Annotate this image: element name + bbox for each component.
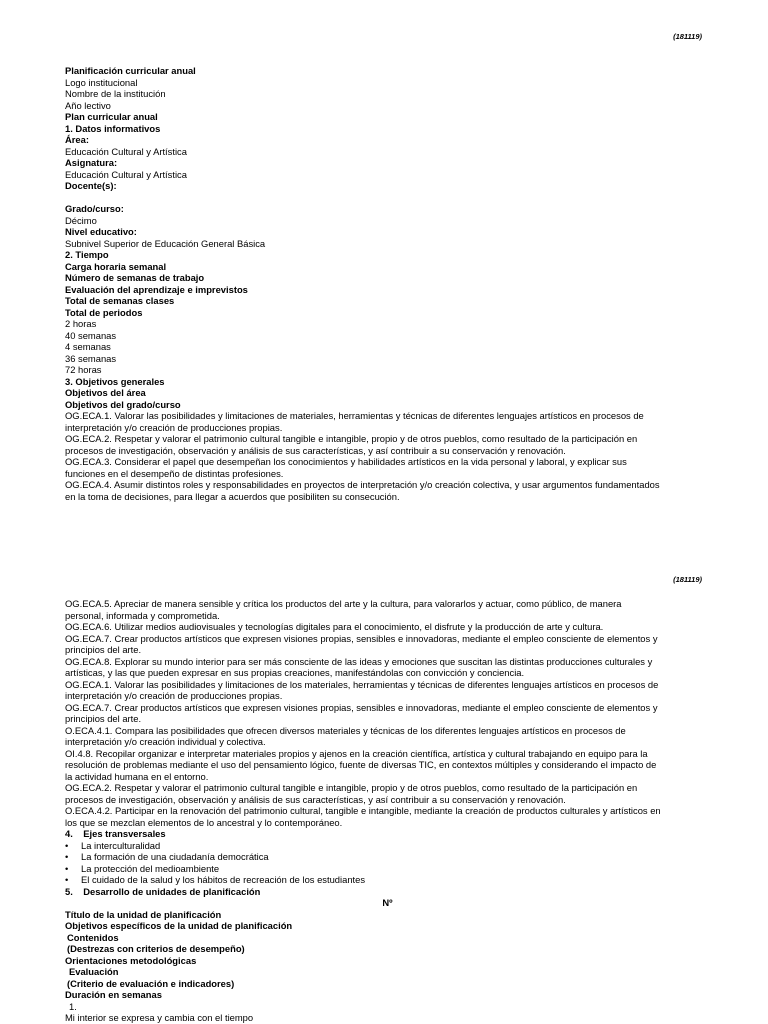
section-heading — [65, 886, 710, 898]
grade-objectives-label: Objetivos del grado/curso — [65, 398, 181, 410]
area-label: Área: — [65, 134, 89, 145]
time-value: 2 horas — [65, 318, 97, 329]
list-item: • El cuidado de la salud y los hábitos de recreación de los estudiantes — [65, 874, 710, 886]
total-weeks-label: Total de semanas clases — [65, 295, 175, 306]
objective-line: OG.ECA.2. Respetar y valorar el patrimonio cultural tangible e intangible, propio y de otros pueblos, como resultado de la participación en — [65, 782, 638, 793]
methodology-header: Orientaciones metodológicas — [65, 954, 197, 966]
objective-line: OG.ECA.1. Valorar las posibilidades y limitaciones de materiales, herramientas y técnicas de diferentes lenguajes artísticos en procesos de — [65, 410, 644, 421]
time-value: 40 semanas — [65, 329, 117, 341]
list-item: • La protección del medioambiente — [65, 863, 710, 875]
time-value: 72 horas — [65, 364, 102, 375]
list-item: • La interculturalidad — [65, 840, 710, 852]
objective-line: OG.ECA.2. Respetar y valorar el patrimonio cultural tangible e intangible, propio y de otros pueblos, como resultado de la participación en — [65, 433, 638, 444]
logo-placeholder: Logo institucional — [65, 76, 138, 88]
row-number: 1. — [69, 1000, 77, 1012]
objective-line: OG.ECA.6. Utilizar medios audiovisuales y tecnologías digitales para el conocimiento, el disfrute y la producción de arte y cultura. — [65, 621, 604, 632]
document-code: (181119) — [673, 32, 702, 41]
criteria-header: (Criterio de evaluación e indicadores) — [67, 977, 235, 989]
objective-line: principios del arte. — [65, 644, 142, 655]
section-heading — [65, 828, 710, 840]
subject-label: Asignatura: — [65, 157, 118, 168]
list-item: • La formación de una ciudadanía democrática — [65, 851, 710, 863]
section-title: Desarrollo de unidades de planificación — [83, 885, 261, 897]
contents-header: Contenidos — [67, 931, 119, 943]
teacher-label: Docente(s): — [65, 180, 117, 191]
blank-line — [65, 192, 710, 204]
page-1-body — [65, 65, 710, 502]
institution-name: Nombre de la institución — [65, 88, 166, 99]
objective-line: los que se mezclan elementos de lo ancestral y lo contemporáneo. — [65, 816, 343, 828]
section-heading: 1. Datos informativos — [65, 122, 161, 134]
objective-line: OI.4.8. Recopilar organizar e interpretar materiales propios y ajenos en la creación científica, artística y cultural trabajando en equipo para la — [65, 747, 648, 759]
duration-header: Duración en semanas — [65, 989, 162, 1000]
objective-line: O.ECA.4.2. Participar en la renovación del patrimonio cultural, tangible e intangible, mediante la creación de productos culturales y artísticos en — [65, 805, 661, 816]
document-page-2 — [0, 560, 768, 1024]
objective-line: OG.ECA.8. Explorar su mundo interior para ser más consciente de las ideas y emociones que suscitan las distintas producciones culturales y — [65, 655, 653, 667]
objective-line: OG.ECA.3. Considerar el papel que desempeñan los conocimientos y habilidades artísticos en la vida personal y laboral, y explicar sus — [65, 456, 627, 467]
section-heading: 2. Tiempo — [65, 249, 109, 260]
objective-line: artísticas, y las que pueden expresar en sus propias creaciones, manifestándolas con convicción y conciencia. — [65, 667, 525, 678]
grade-label: Grado/curso: — [65, 203, 124, 214]
unit-title-header: Título de la unidad de planificación — [65, 908, 222, 920]
evaluation-header: Evaluación — [69, 966, 119, 977]
objective-line: en la toma de decisiones, para llegar a acuerdos que posibiliten su consecución. — [65, 490, 400, 502]
area-objectives-label: Objetivos del área — [65, 387, 146, 398]
section-heading: 3. Objetivos generales — [65, 375, 165, 387]
level-value: Subnivel Superior de Educación General Básica — [65, 237, 266, 249]
objective-line: interpretación y/o creación de producciones propias. — [65, 690, 283, 701]
objective-line: interpretación y/o creación individual y colectiva. — [65, 736, 266, 747]
subject-value: Educación Cultural y Artística — [65, 168, 187, 180]
section-number: 4. — [65, 828, 73, 839]
work-weeks-label: Número de semanas de trabajo — [65, 272, 205, 283]
transversal-axes-list — [65, 840, 710, 886]
time-value: 36 semanas — [65, 352, 117, 364]
grade-value: Décimo — [65, 214, 97, 226]
objective-line: OG.ECA.4. Asumir distintos roles y responsabilidades en proyectos de interpretación y/o creación colectiva, y usar argumentos fundamentados — [65, 479, 660, 490]
skills-header: (Destrezas con criterios de desempeño) — [67, 943, 245, 954]
total-periods-label: Total de periodos — [65, 306, 143, 318]
level-label: Nivel educativo: — [65, 226, 137, 237]
unit-title: Mi interior se expresa y cambia con el tiempo — [65, 1012, 254, 1023]
objective-line: resolución de problemas mediante el uso del pensamiento lógico, fuente de diversas TIC, en contextos múltiples y considerando el impacto de — [65, 759, 657, 770]
evaluation-label: Evaluación del aprendizaje e imprevistos — [65, 283, 248, 295]
objective-line: procesos de investigación, observación y análisis de sus características, y así contribuir a su conservación y renovación. — [65, 444, 566, 456]
section-number: 5. — [65, 885, 73, 897]
section-title: Ejes transversales — [83, 828, 166, 839]
objective-line: OG.ECA.5. Apreciar de manera sensible y crítica los productos del arte y la cultura, para valorarlos y actuar, como público, de manera — [65, 598, 622, 609]
area-value: Educación Cultural y Artística — [65, 145, 187, 157]
objective-line: procesos de investigación, observación y análisis de sus características, y así contribuir a su conservación y renovación. — [65, 793, 566, 805]
weekly-hours-label: Carga horaria semanal — [65, 260, 167, 272]
page-2-body — [65, 598, 710, 1024]
objective-line: OG.ECA.7. Crear productos artísticos que expresen visiones propias, sensibles e innovadoras, mediante el empleo consciente de elementos y — [65, 632, 658, 644]
objective-line: interpretación y/o creación de producciones propias. — [65, 421, 283, 433]
objective-line: OG.ECA.7. Crear productos artísticos que expresen visiones propias, sensibles e innovadoras, mediante el empleo consciente de elementos y — [65, 701, 658, 713]
school-year: Año lectivo — [65, 99, 111, 111]
time-value: 4 semanas — [65, 341, 111, 352]
objective-line: O.ECA.4.1. Compara las posibilidades que ofrecen diversos materiales y técnicas de los diferentes lenguajes artísticos en procesos de — [65, 724, 626, 736]
objective-line: la actividad humana en el entorno. — [65, 770, 209, 782]
plan-title: Plan curricular anual — [65, 111, 158, 122]
document-title: Planificación curricular anual — [65, 65, 196, 76]
objective-line: personal, informada y comprometida. — [65, 609, 220, 621]
objective-line: OG.ECA.1. Valorar las posibilidades y limitaciones de los materiales, herramientas y técnicas de diferentes lenguajes artísticos en procesos de — [65, 678, 659, 690]
number-column-header: Nº — [382, 897, 393, 908]
objective-line: funciones en el desempeño de distintas profesiones. — [65, 467, 284, 479]
document-code: (181119) — [673, 575, 702, 584]
unit-objectives-header: Objetivos específicos de la unidad de planificación — [65, 920, 293, 931]
objective-line: principios del arte. — [65, 713, 142, 724]
